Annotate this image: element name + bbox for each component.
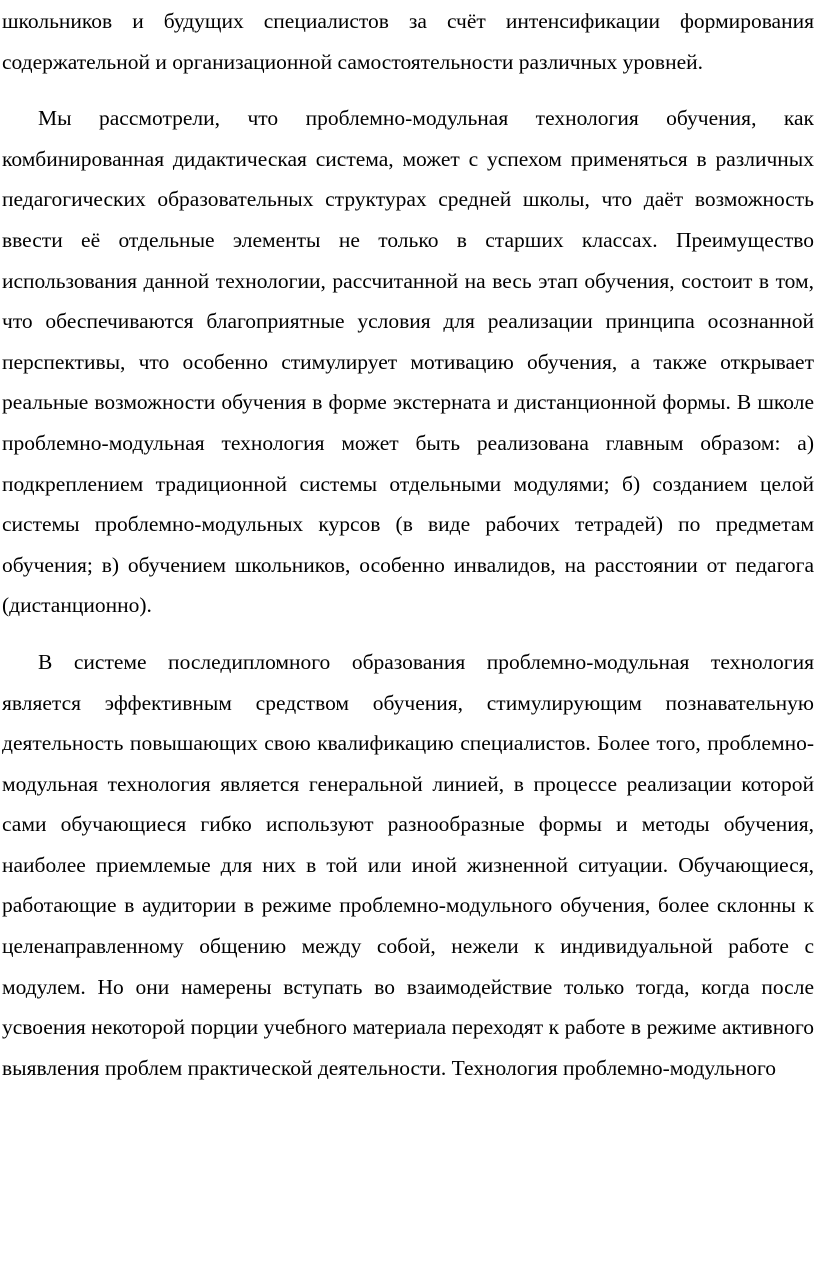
paragraph-spacer bbox=[2, 626, 814, 642]
paragraph-spacer bbox=[2, 82, 814, 98]
paragraph-problem-modular-school: Мы рассмотрели, что проблемно-модульная технология обучения, как комбинированная дидактическая система, может с успехом применяться в различных педагогических образовательных структурах средней школы, что даёт возможность ввести её отдельные элементы не только в старших классах. Преимущество использования данной технологии, рассчитанной на весь этап обучения, состоит в том, что обеспечиваются благоприятные условия для реализации принципа осознанной перспективы, что особенно стимулирует мотивацию обучения, а также открывает реальные возможности обучения в форме экстерната и дистанционной формы. В школе проблемно-модульная технология может быть реализована главным образом: а) подкреплением традиционной системы отдельными модулями; б) созданием целой системы проблемно-модульных курсов (в виде рабочих тетрадей) по предметам обучения; в) обучением школьников, особенно инвалидов, на расстоянии от педагога (дистанционно). bbox=[2, 106, 814, 618]
paragraph-continuation: школьников и будущих специалистов за счёт интенсификации формирования содержательной и организационной самостоятельности различных уровней. bbox=[2, 9, 814, 74]
paragraph-postgraduate-education: В системе последипломного образования проблемно-модульная технология является эффективным средством обучения, стимулирующим познавательную деятельность повышающих свою квалификацию специалистов. Более того, проблемно-модульная технология является генеральной линией, в процессе реализации которой сами обучающиеся гибко используют разнообразные формы и методы обучения, наиболее приемлемые для них в той или иной жизненной ситуации. Обучающиеся, работающие в аудитории в режиме проблемно-модульного обучения, более склонны к целенаправленному общению между собой, нежели к индивидуальной работе с модулем. Но они намерены вступать во взаимодействие только тогда, когда после усвоения некоторой порции учебного материала переходят к работе в режиме активного выявления проблем практической деятельности. Технология проблемно-модульного bbox=[2, 649, 814, 1080]
